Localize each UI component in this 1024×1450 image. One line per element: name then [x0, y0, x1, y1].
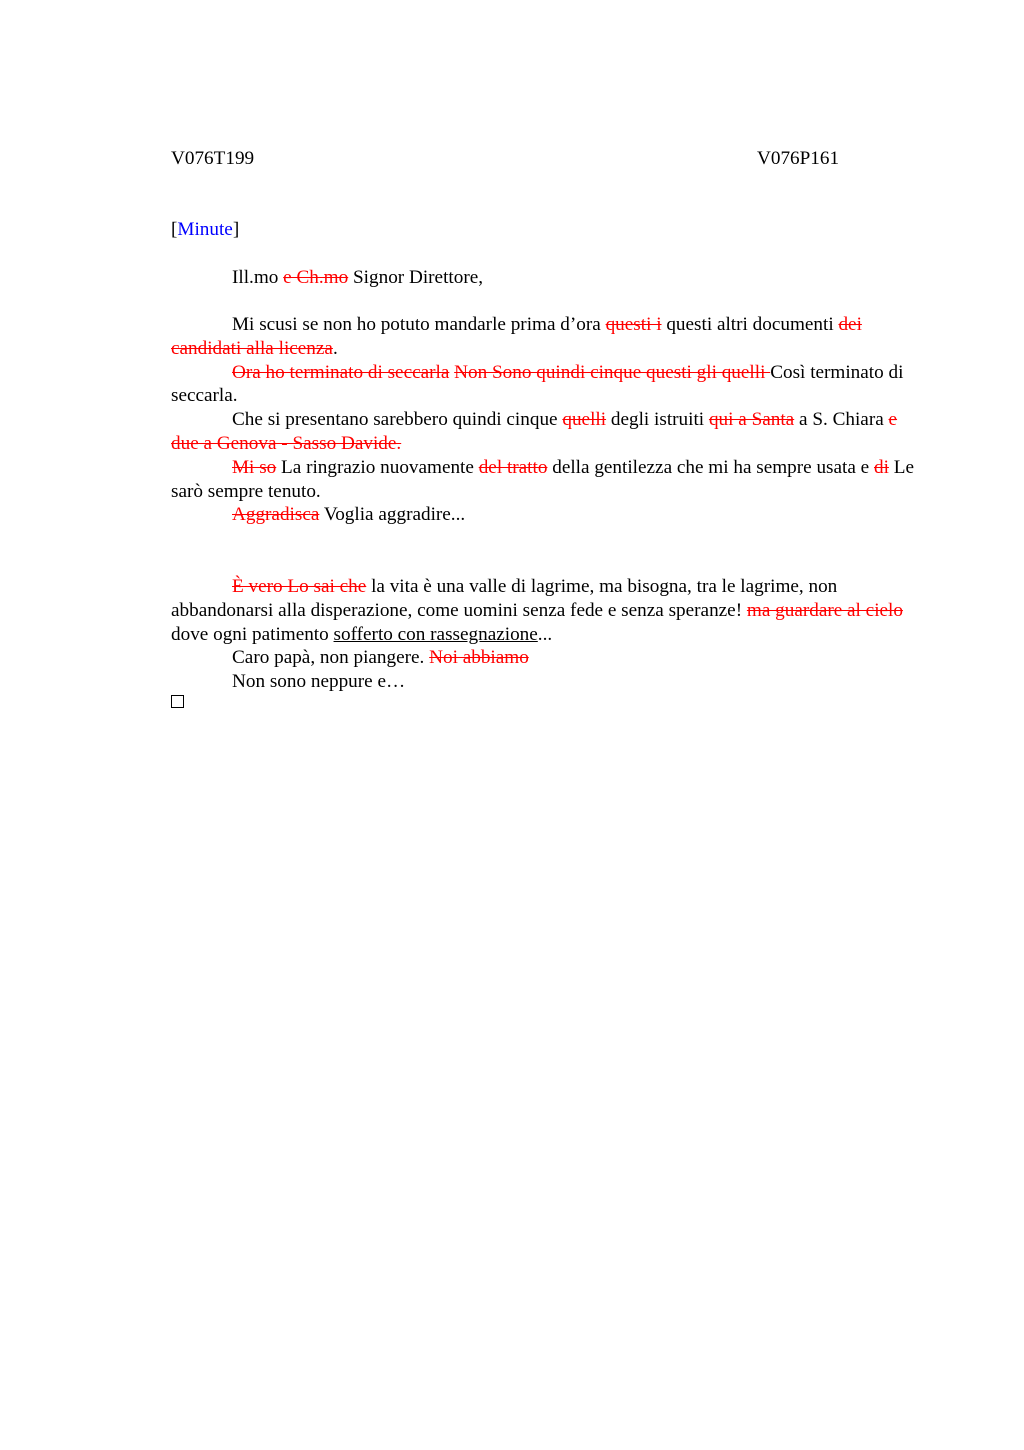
text-run: degli istruiti [606, 409, 709, 431]
paragraph-4 [171, 456, 919, 504]
deleted-text: di [874, 456, 889, 478]
document-code-right: V076P161 [757, 148, 840, 169]
text-run: Ill.mo [232, 267, 284, 288]
letter-body [171, 313, 919, 527]
deleted-text: Mi so [232, 456, 277, 478]
underlined-text: sofferto con rassegnazione [333, 623, 538, 645]
text-run: Voglia aggradire... [319, 504, 466, 526]
paragraph-5 [171, 503, 919, 527]
open-bracket: [ [171, 219, 178, 240]
deleted-text: Aggradisca [232, 504, 320, 526]
deleted-text: quelli [562, 409, 607, 431]
text-run: Le sarò sempre tenuto. [171, 456, 914, 502]
deleted-text: questi i [605, 314, 662, 335]
paragraph-1 [171, 313, 919, 361]
deleted-text: Non Sono quindi cinque questi gli quelli [454, 361, 771, 383]
text-run: ... [537, 623, 553, 645]
paragraph-3 [171, 408, 919, 456]
deleted-text: È vero Lo sai che [232, 576, 367, 597]
paragraph-2 [171, 361, 919, 409]
text-run: della gentilezza che mi ha sempre usata e [547, 456, 874, 478]
text-run: questi altri documenti [661, 314, 839, 335]
text-run: Mi scusi se non ho potuto mandarle prima d’ora [232, 314, 606, 335]
close-bracket: ] [232, 219, 240, 240]
text-run: Signor Direttore, [348, 267, 484, 288]
text-run: la vita è una valle di lagrime, ma bisogna, tra le lagrime, non abbandonarsi alla disperazione, come uomini senza fede e senza speranze! [171, 576, 838, 621]
deleted-text: e Ch.mo [283, 267, 349, 288]
deleted-text: e due a Genova - Sasso Davide. [171, 409, 898, 454]
deleted-text: del tratto [478, 456, 548, 478]
deleted-text: dei candidati alla licenza [171, 314, 862, 359]
text-run: Così terminato di seccarla. [171, 361, 904, 407]
deleted-text: Ora ho terminato di seccarla [232, 361, 450, 383]
deleted-text: ma guardare al cielo [746, 599, 903, 621]
text-run: La ringrazio nuovamente [276, 456, 479, 478]
document-code-left: V076T199 [171, 148, 255, 169]
text-run: Non sono neppure e… [232, 671, 406, 693]
section-label-text: Minute [177, 219, 233, 240]
square-outline-icon [171, 695, 185, 709]
salutation [171, 266, 919, 290]
paragraph-6 [171, 575, 919, 646]
salutation-line [171, 266, 919, 290]
paragraph-8 [171, 670, 919, 694]
deleted-text: Noi abbiamo [429, 647, 529, 669]
letter-body-second [171, 575, 919, 694]
text-run: Che si presentano sarebbero quindi cinque [232, 409, 563, 431]
text-run: Caro papà, non piangere. [232, 647, 430, 669]
text-run: a S. Chiara [794, 409, 889, 431]
text-run: . [332, 337, 338, 359]
deleted-text: qui a Santa [708, 409, 795, 431]
section-label [171, 218, 239, 242]
paragraph-7 [171, 646, 919, 670]
text-run: dove ogni patimento [171, 623, 334, 645]
